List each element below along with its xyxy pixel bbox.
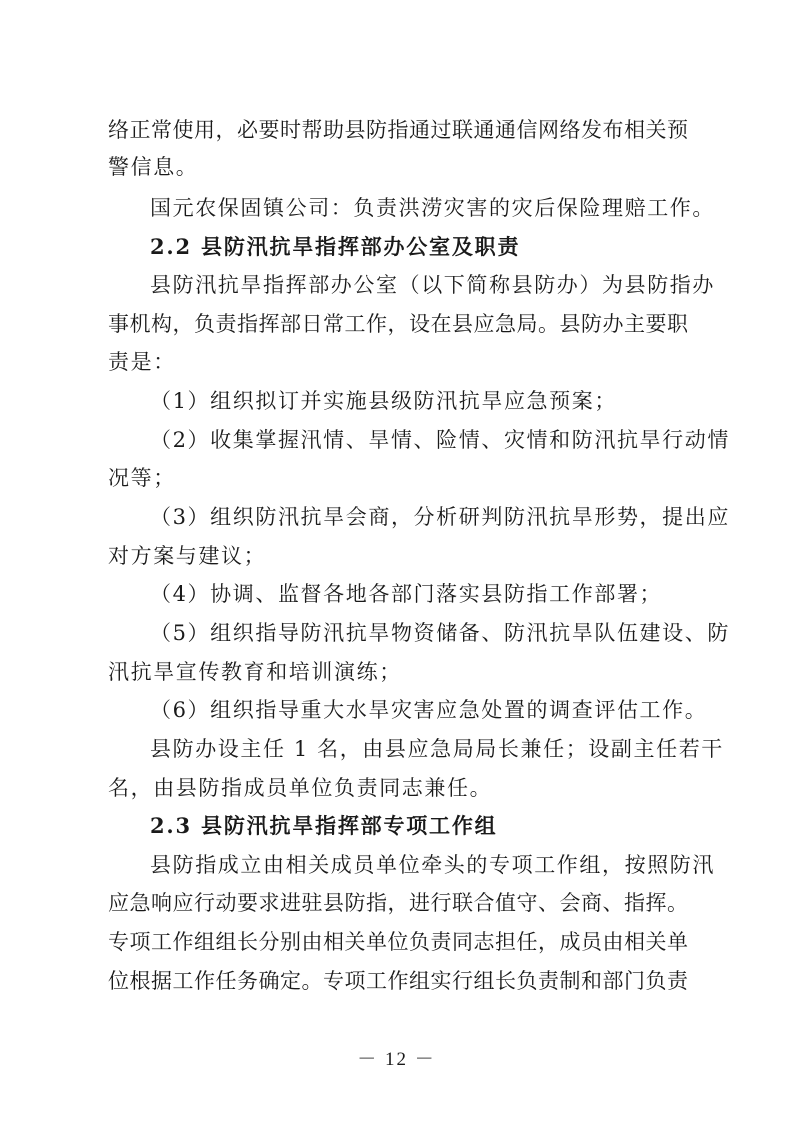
page-number: － 12 －: [357, 1049, 436, 1070]
section-heading-2-3: 2.3 县防汛抗旱指挥部专项工作组: [150, 813, 498, 838]
section-heading-2-2: 2.2 县防汛抗旱指挥部办公室及职责: [150, 234, 521, 259]
list-item-continuation: 汛抗旱宣传教育和培训演练；: [108, 660, 402, 684]
body-line: 位根据工作任务确定。专项工作组实行组长负责制和部门负责: [108, 969, 688, 993]
body-line: 县防办设主任 1 名，由县应急局局长兼任；设副主任若干: [150, 737, 724, 761]
body-line: 专项工作组组长分别由相关单位负责同志担任，成员由相关单: [108, 930, 688, 954]
body-line: 事机构，负责指挥部日常工作，设在县应急局。县防办主要职: [108, 312, 688, 336]
list-item: （5）组织指导防汛抗旱物资储备、防汛抗旱队伍建设、防: [150, 621, 730, 645]
body-line: 责是：: [108, 350, 176, 374]
list-item: （1）组织拟订并实施县级防汛抗旱应急预案；: [150, 389, 617, 413]
body-line: 县防指成立由相关成员单位牵头的专项工作组，按照防汛: [150, 853, 715, 877]
list-item-continuation: 对方案与建议；: [108, 544, 267, 568]
list-item: （2）收集掌握汛情、旱情、险情、灾情和防汛抗旱行动情: [150, 428, 730, 452]
list-item: （3）组织防汛抗旱会商，分析研判防汛抗旱形势，提出应: [150, 505, 730, 529]
list-item: （4）协调、监督各地各部门落实县防指工作部署；: [150, 582, 663, 606]
body-line: 警信息。: [108, 155, 199, 179]
body-line: 络正常使用，必要时帮助县防指通过联通通信网络发布相关预: [108, 118, 688, 142]
body-line: 名，由县防指成员单位负责同志兼任。: [108, 776, 493, 800]
list-item: （6）组织指导重大水旱灾害应急处置的调查评估工作。: [150, 698, 708, 722]
list-item-continuation: 况等；: [108, 466, 176, 490]
body-line: 县防汛抗旱指挥部办公室（以下简称县防办）为县防指办: [150, 273, 715, 297]
body-line: 应急响应行动要求进驻县防指，进行联合值守、会商、指挥。: [108, 891, 688, 915]
body-line: 国元农保固镇公司：负责洪涝灾害的灾后保险理赔工作。: [150, 196, 715, 220]
